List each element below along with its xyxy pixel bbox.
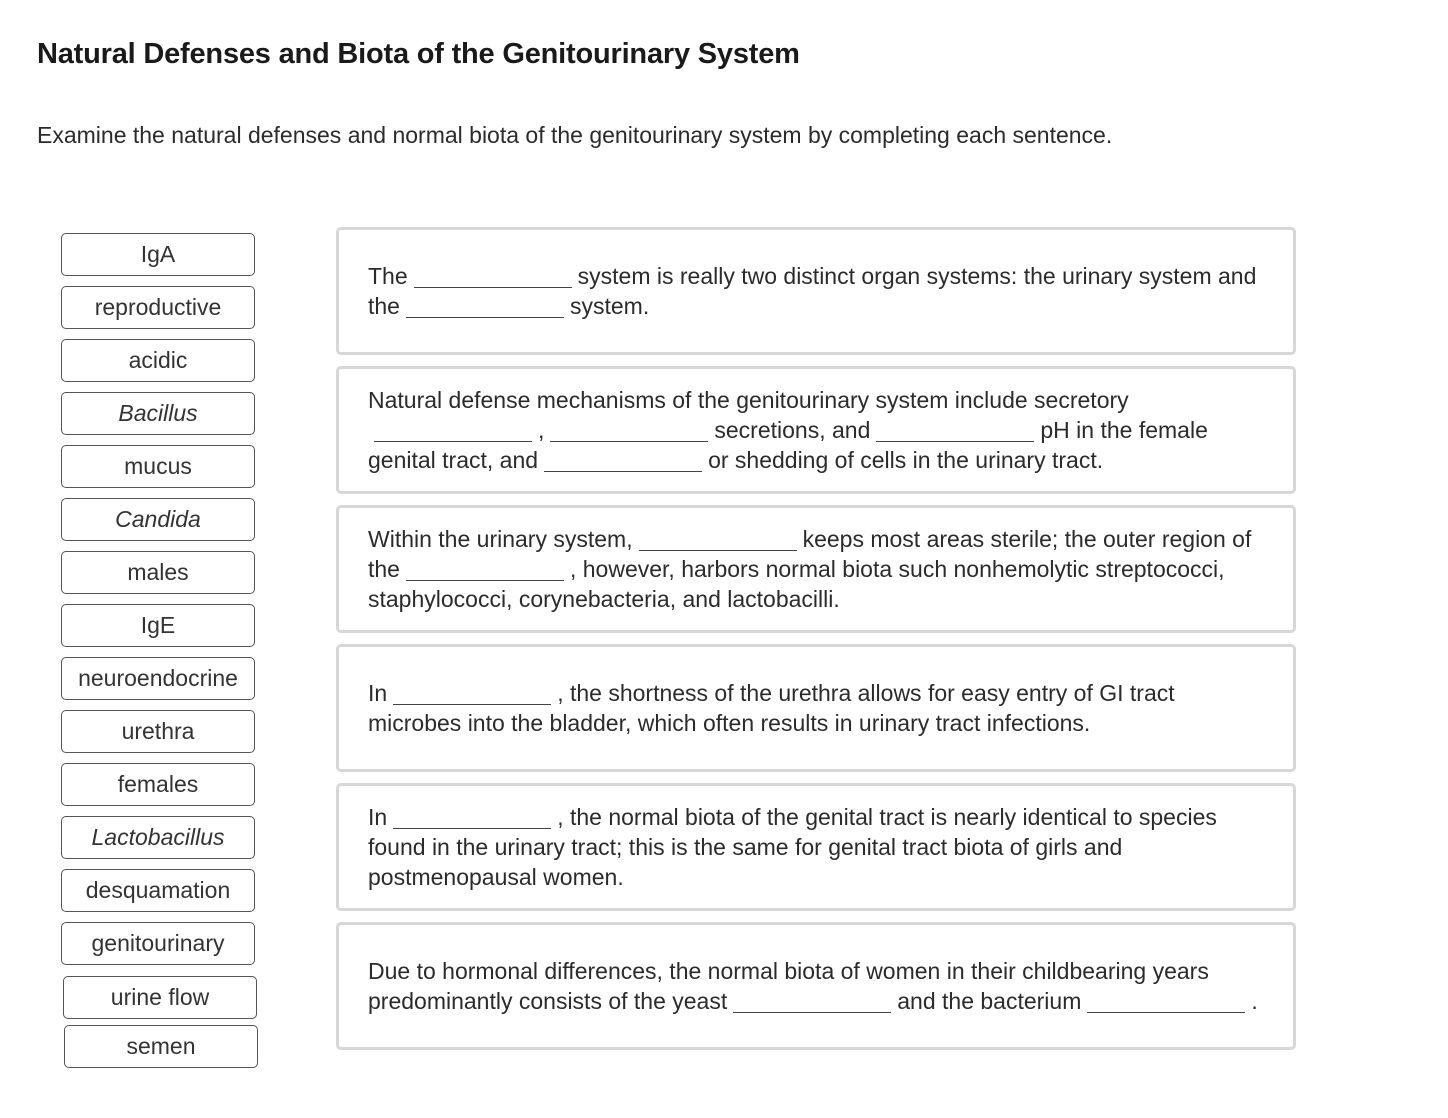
answer-blank[interactable]: [406, 295, 564, 318]
sentence-segment: Due to hormonal differences, the normal biota of women in their childbearing years predominantly consists of the yeast: [368, 958, 1209, 1014]
sentence-text: [368, 956, 1265, 1016]
word-chip[interactable]: neuroendocrine: [61, 657, 255, 700]
word-chip[interactable]: acidic: [61, 339, 255, 382]
sentence-segment: or shedding of cells in the urinary tract.: [708, 447, 1104, 473]
answer-blank[interactable]: [550, 419, 708, 442]
sentence-segment: secretions, and: [714, 417, 871, 443]
sentence-box: [336, 505, 1296, 633]
sentence-text: [368, 524, 1265, 614]
sentence-segment: Within the urinary system,: [368, 526, 633, 552]
answer-blank[interactable]: [374, 419, 532, 442]
word-chip[interactable]: mucus: [61, 445, 255, 488]
sentence-segment: and the bacterium: [897, 988, 1082, 1014]
word-chip[interactable]: desquamation: [61, 869, 255, 912]
sentence-text: [368, 261, 1265, 321]
instructions-text: Examine the natural defenses and normal biota of the genitourinary system by completing each sentence.: [37, 122, 1113, 148]
word-chip[interactable]: females: [61, 763, 255, 806]
sentence-segment: .: [1251, 988, 1258, 1014]
word-chip[interactable]: IgE: [61, 604, 255, 647]
word-chip[interactable]: Candida: [61, 498, 255, 541]
answer-blank[interactable]: [393, 806, 551, 829]
sentence-segment: In: [368, 804, 388, 830]
word-chip[interactable]: urethra: [61, 710, 255, 753]
sentence-text: [368, 802, 1265, 892]
answer-blank[interactable]: [414, 265, 572, 288]
word-chip[interactable]: males: [61, 551, 255, 594]
sentence-box: [336, 922, 1296, 1050]
sentence-box: [336, 783, 1296, 911]
word-chip[interactable]: urine flow: [63, 976, 257, 1019]
answer-blank[interactable]: [639, 528, 797, 551]
sentence-box: [336, 366, 1296, 494]
sentence-segment: pH in the female genital tract, and: [368, 417, 1208, 473]
sentence-text: [368, 385, 1265, 475]
sentence-text: [368, 678, 1265, 738]
word-chip[interactable]: genitourinary: [61, 922, 255, 965]
sentence-segment: ,: [538, 417, 545, 443]
word-chip[interactable]: reproductive: [61, 286, 255, 329]
answer-blank[interactable]: [1087, 990, 1245, 1013]
page-title: Natural Defenses and Biota of the Genitourinary System: [37, 38, 800, 70]
sentence-box: [336, 227, 1296, 355]
sentence-segment: system is really two distinct organ systems: the urinary system and the: [368, 263, 1257, 319]
sentence-segment: , the shortness of the urethra allows for easy entry of GI tract microbes into the bladder, which often results in urinary tract infections.: [368, 680, 1175, 736]
sentence-segment: Natural defense mechanisms of the genitourinary system include secretory: [368, 387, 1129, 413]
sentence-segment: The: [368, 263, 408, 289]
sentence-segment: system.: [569, 293, 650, 319]
answer-blank[interactable]: [406, 558, 564, 581]
word-chip[interactable]: semen: [64, 1025, 258, 1068]
word-chip[interactable]: IgA: [61, 233, 255, 276]
sentence-segment: keeps most areas sterile; the outer region of the: [368, 526, 1252, 582]
answer-blank[interactable]: [876, 419, 1034, 442]
answer-blank[interactable]: [733, 990, 891, 1013]
answer-blank[interactable]: [393, 682, 551, 705]
sentence-segment: In: [368, 680, 388, 706]
answer-blank[interactable]: [544, 449, 702, 472]
word-chip[interactable]: Lactobacillus: [61, 816, 255, 859]
sentence-segment: , the normal biota of the genital tract is nearly identical to species found in the urinary tract; this is the same for genital tract biota of girls and postmenopausal women.: [368, 804, 1217, 890]
sentence-box: [336, 644, 1296, 772]
word-chip[interactable]: Bacillus: [61, 392, 255, 435]
sentence-segment: , however, harbors normal biota such nonhemolytic streptococci, staphylococci, corynebacteria, and lactobacilli.: [368, 556, 1225, 612]
